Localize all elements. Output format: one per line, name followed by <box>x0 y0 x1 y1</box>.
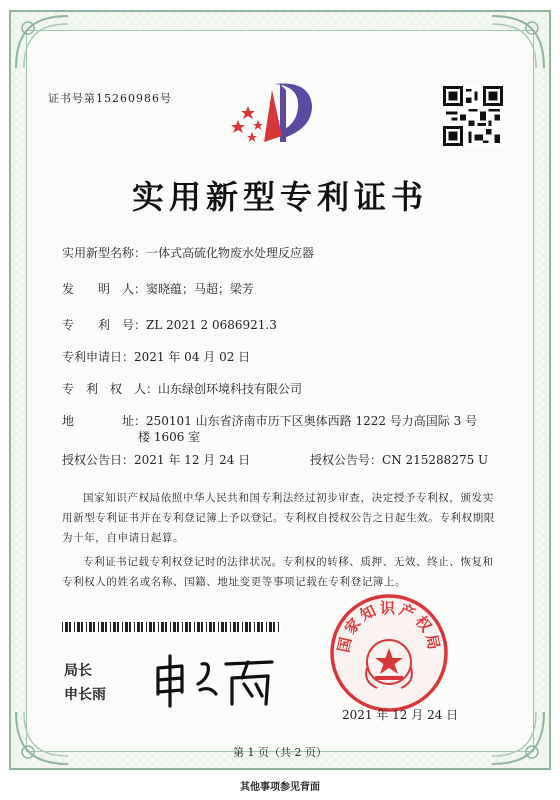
field-publication-number <box>310 451 488 468</box>
field-label: 专利申请日： <box>62 350 135 364</box>
certificate-title: 实用新型专利证书 <box>131 178 428 216</box>
field-value: ZL 2021 2 0686921.3 <box>146 318 277 332</box>
field-value: 山东绿创环境科技有限公司 <box>158 382 303 396</box>
certificate-number: 证书号第15260986号 <box>48 92 172 105</box>
field-value: 窦晓蕴；马超；梁芳 <box>146 282 255 296</box>
field-utility-name <box>62 244 314 261</box>
handwritten-signature-icon <box>148 650 278 710</box>
field-inventors <box>62 280 254 297</box>
field-label: 专 利 号： <box>62 318 147 332</box>
field-value: 250101 山东省济南市历下区奥体西路 1222 号力高国际 3 号 <box>146 414 478 428</box>
field-label: 授权公告号： <box>310 453 383 467</box>
signatory-title: 局长 <box>64 663 92 679</box>
field-filing-date <box>62 348 250 365</box>
field-grant-date <box>62 451 250 468</box>
field-label: 授权公告日： <box>62 453 135 467</box>
corner-ornament-icon <box>488 12 548 72</box>
body-paragraph-grant: 国家知识产权局依照中华人民共和国专利法经过初步审查，决定授予专利权，颁发实用新型专利证书并在专利登记簿上予以登记。专利权自授权公告之日起生效。专利权期限为十年，自申请日起算。 <box>62 492 495 544</box>
field-address-line2: 楼 1606 室 <box>138 430 201 444</box>
patent-office-logo-icon <box>228 76 328 146</box>
field-value: 一体式高硫化物废水处理反应器 <box>146 246 315 260</box>
field-value: 2021 年 04 月 02 日 <box>134 350 251 364</box>
field-patentee <box>62 380 302 397</box>
footer-note: 其他事项参见背面 <box>240 782 320 793</box>
field-label: 地 址： <box>62 414 147 428</box>
field-label: 发 明 人： <box>62 282 147 296</box>
field-value: CN 215288275 U <box>382 453 489 467</box>
signatory-name: 申长雨 <box>64 687 106 703</box>
barcode-strip-icon <box>62 622 282 632</box>
qr-code-icon <box>443 86 503 146</box>
page-number: 第 1 页（共 2 页） <box>233 746 327 759</box>
seal-text: 国家知识产权局 <box>334 599 444 655</box>
field-patent-number <box>62 316 277 333</box>
field-label: 专 利 权 人： <box>62 382 159 396</box>
field-address <box>62 412 477 429</box>
body-paragraph-legal-status: 专利证书记载专利权登记时的法律状况。专利权的转移、质押、无效、终止、恢复和专利权人的姓名或名称、国籍、地址变更等事项记载在专利登记簿上。 <box>62 556 494 588</box>
field-label: 实用新型名称： <box>62 246 147 260</box>
seal-date: 2021 年 12 月 24 日 <box>342 708 459 722</box>
corner-ornament-icon <box>12 12 72 72</box>
official-seal-icon <box>328 592 450 714</box>
field-value: 2021 年 12 月 24 日 <box>134 453 251 467</box>
